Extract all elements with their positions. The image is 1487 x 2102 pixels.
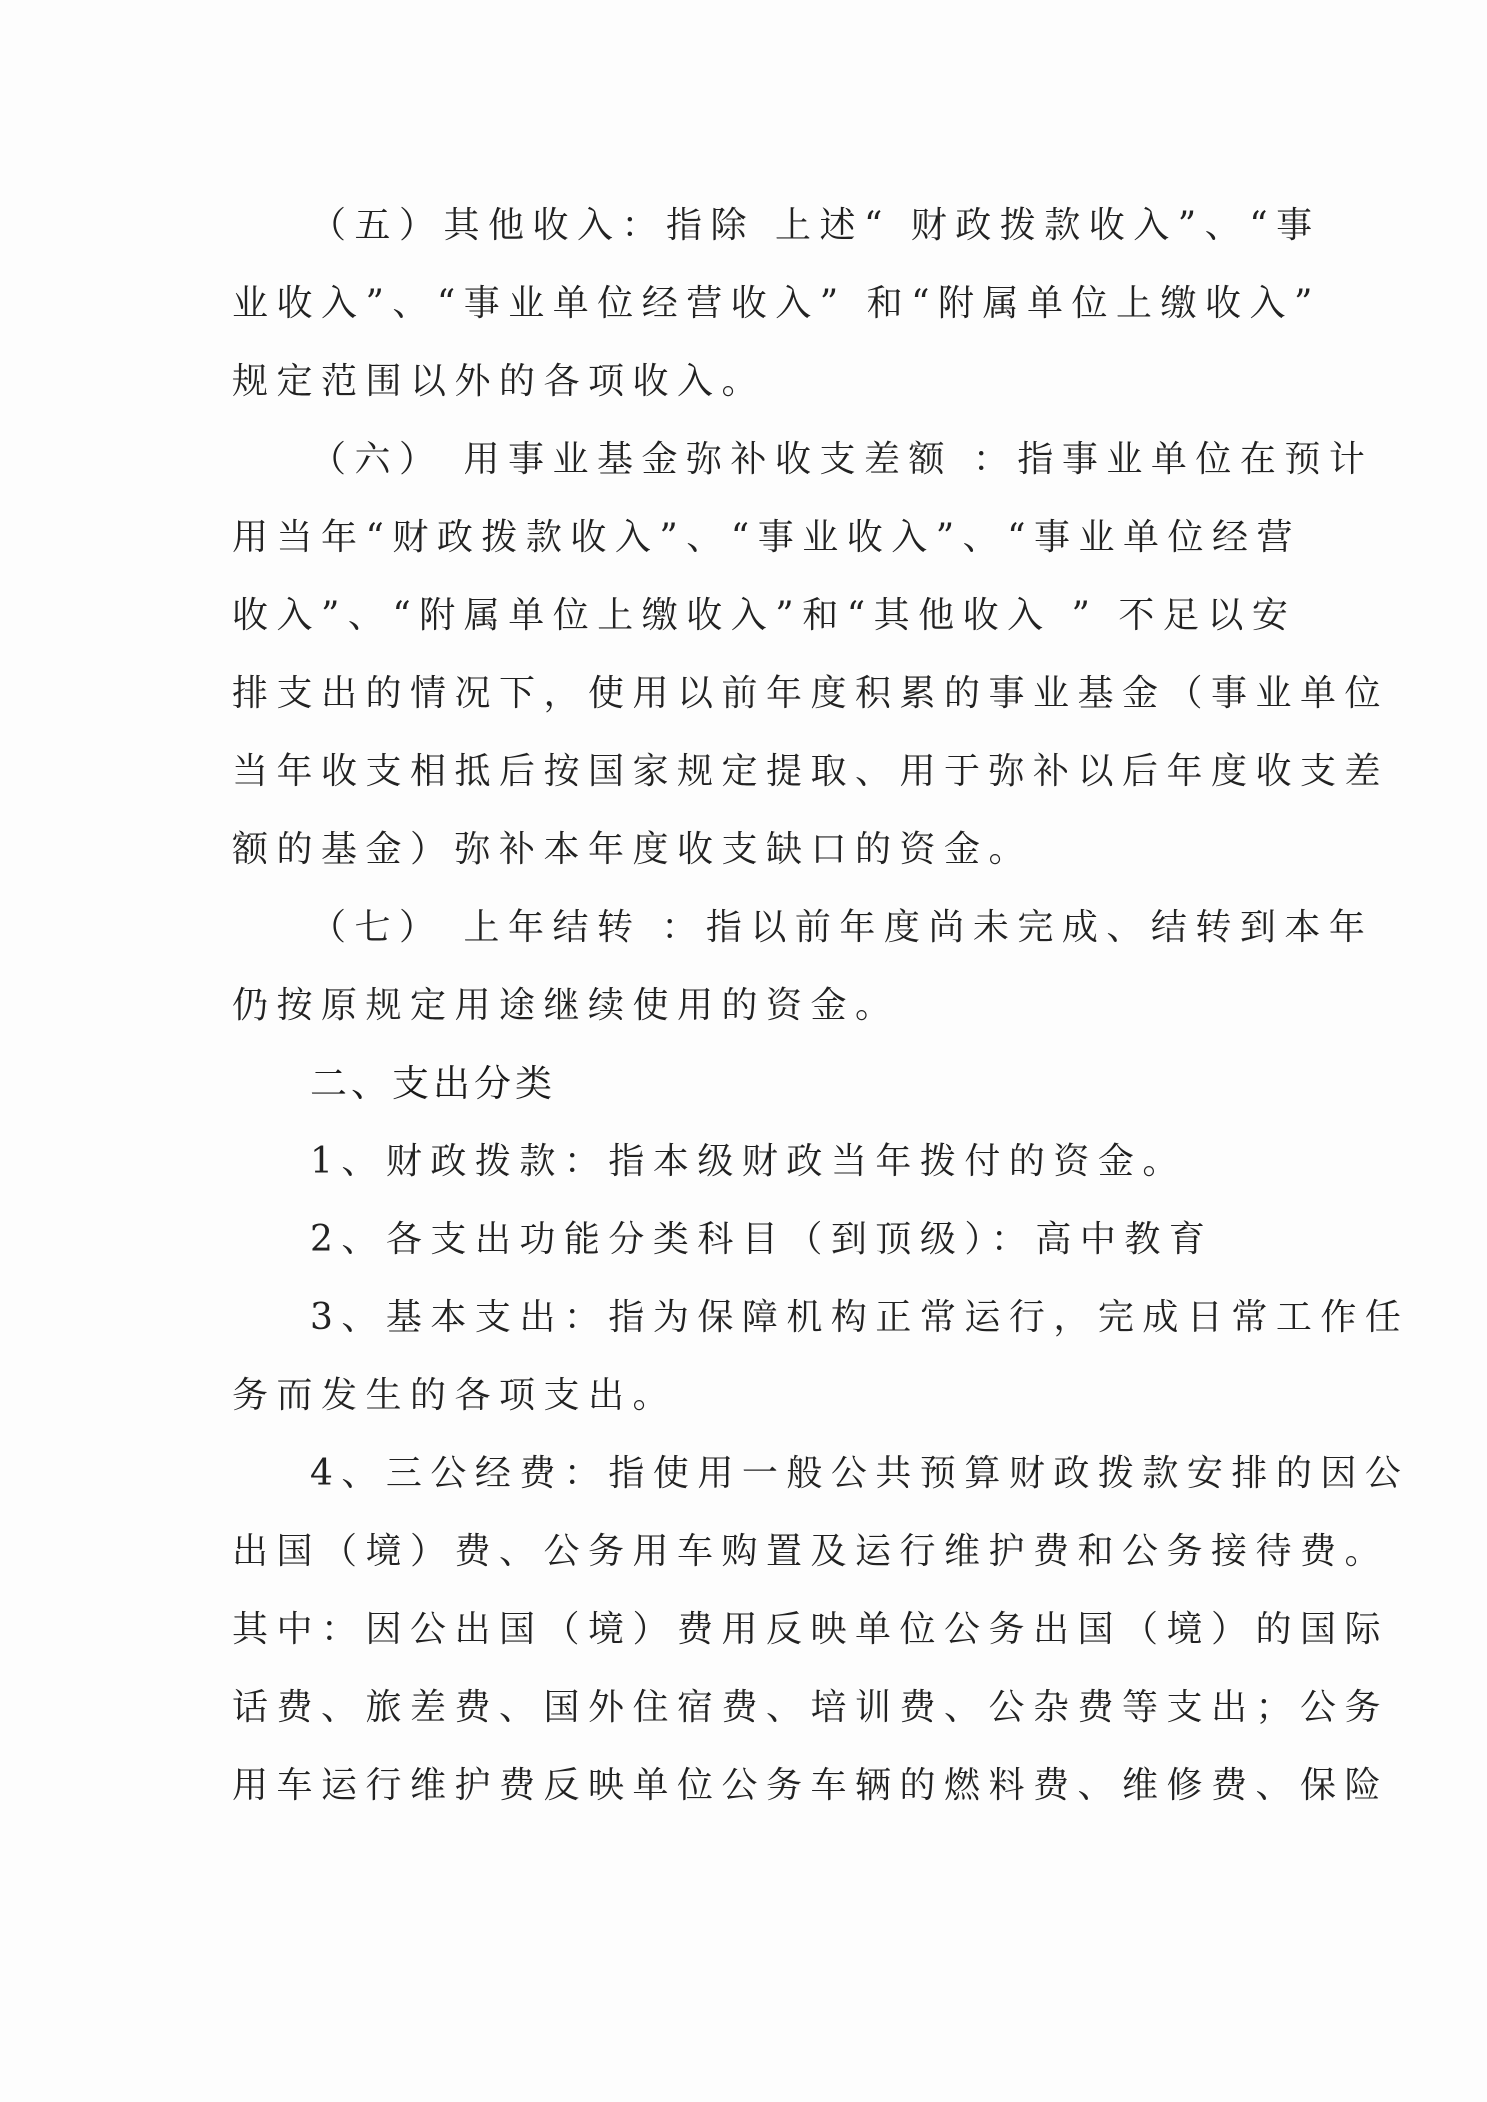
paragraph-line: 出国（境）费、公务用车购置及运行维护费和公务接待费。 [232,1531,1390,1572]
paragraph-line: 务而发生的各项支出。 [232,1375,678,1416]
paragraph-line: 当年收支相抵后按国家规定提取、用于弥补以后年度收支差 [232,751,1390,792]
paragraph-line: 1、财政拨款：指本级财政当年拨付的资金。 [310,1141,1187,1182]
paragraph-line: （六） 用事业基金弥补收支差额 ：指事业单位在预计 [310,439,1374,480]
paragraph-line: 话费、旅差费、国外住宿费、培训费、公杂费等支出；公务 [232,1687,1390,1728]
paragraph-line: 用当年“财政拨款收入”、“事业收入”、“事业单位经营 [232,517,1302,558]
paragraph-line: 3、基本支出：指为保障机构正常运行，完成日常工作任 [310,1297,1410,1338]
paragraph-line: 额的基金）弥补本年度收支缺口的资金。 [232,829,1034,870]
paragraph-line: （五）其他收入：指除 上述“ 财政拨款收入”、“事 [310,205,1321,246]
paragraph-line: （七） 上年结转 ：指以前年度尚未完成、结转到本年 [310,907,1374,948]
section-heading: 二、支出分类 [310,1062,556,1105]
paragraph-line: 规定范围以外的各项收入。 [232,361,767,402]
paragraph-line: 用车运行维护费反映单位公务车辆的燃料费、维修费、保险 [232,1765,1390,1806]
paragraph-line: 仍按原规定用途继续使用的资金。 [232,985,900,1026]
paragraph-line: 排支出的情况下，使用以前年度积累的事业基金（事业单位 [232,673,1390,714]
paragraph-line: 其中：因公出国（境）费用反映单位公务出国（境）的国际 [232,1609,1390,1650]
paragraph-line: 4、三公经费：指使用一般公共预算财政拨款安排的因公 [310,1453,1410,1494]
paragraph-line: 2、各支出功能分类科目（到顶级）：高中教育 [310,1219,1214,1260]
paragraph-line: 业收入”、“事业单位经营收入” 和“附属单位上缴收入” [232,283,1321,324]
paragraph-line: 收入”、“附属单位上缴收入”和“其他收入 ” 不足以安 [232,595,1297,636]
